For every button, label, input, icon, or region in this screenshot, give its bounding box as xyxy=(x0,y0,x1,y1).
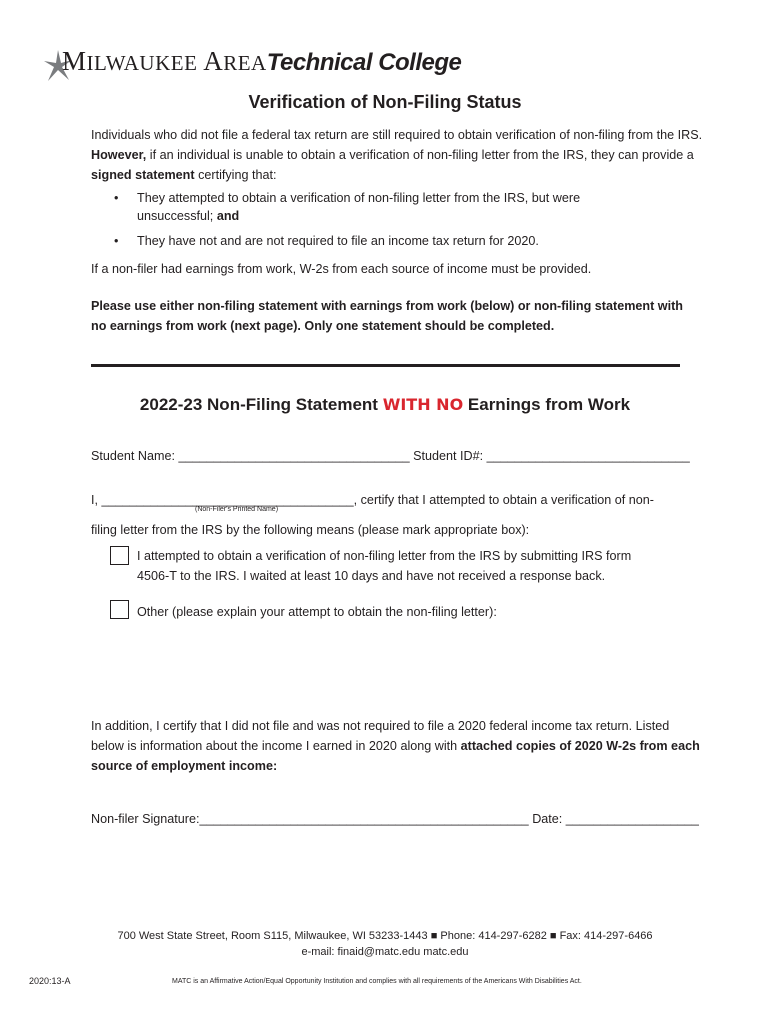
option-1-label: I attempted to obtain a verification of non-filing letter from the IRS by submitting IRS form 4506-T to the IRS. I waited at least 10 days and have not received a response back. xyxy=(137,549,632,583)
bullet-item-1: They attempted to obtain a verification of non-filing letter from the IRS, but were unsuccessful; and xyxy=(137,191,581,223)
however-bold: However, xyxy=(91,148,147,162)
intro-paragraph xyxy=(91,125,703,185)
printed-name-caption: (Non-Filer's Printed Name) xyxy=(195,506,279,513)
signature-line xyxy=(91,809,699,829)
certify-line-2: filing letter from the IRS by the following means (please mark appropriate box): xyxy=(91,523,530,537)
with-no-highlight: WITH NO xyxy=(382,395,464,414)
footer-address: 700 West State Street, Room S115, Milwaukee, WI 53233-1443 ■ Phone: 414-297-6282 ■ Fax: 414-297-6466 xyxy=(117,930,653,942)
option-2-label: Other (please explain your attempt to obtain the non-filing letter): xyxy=(137,605,497,619)
income-paragraph: In addition, I certify that I did not file and was not required to file a 2020 federal income tax return. Listed below is information about the income I earned in 2020 along with attached copies of 2020 W-2s from each source of employment income: xyxy=(91,719,700,773)
eeo-statement: MATC is an Affirmative Action/Equal Opportunity Institution and complies with all requirements of the Americans With Disabilities Act. xyxy=(172,978,582,985)
student-id-field[interactable]: Student ID#: _____________________________ xyxy=(409,449,690,463)
student-info-line xyxy=(91,446,690,466)
printed-name-field[interactable]: I, ____________________________________, certify that I attempted to obtain a verification of non- xyxy=(91,493,654,507)
bullet-marker-1: • xyxy=(114,191,119,205)
intro-line-1: Individuals who did not file a federal tax return are still required to obtain verification of non-filing from the IRS. xyxy=(91,128,703,142)
bullet-item-2: They have not and are not required to file an income tax return for 2020. xyxy=(137,234,539,248)
section-heading: 2022-23 Non-Filing Statement WITH NO Earnings from Work xyxy=(139,395,631,414)
page-title: Verification of Non-Filing Status xyxy=(248,92,522,112)
section-divider xyxy=(91,364,680,367)
signed-statement-bold: signed statement xyxy=(91,168,195,182)
logo-wordmark: MILWAUKEE AREATechnical College xyxy=(62,46,462,76)
option-2-checkbox[interactable] xyxy=(110,600,129,619)
option-1-checkbox[interactable] xyxy=(110,546,129,565)
intro-line-2: if an individual is unable to obtain a verification of non-filing letter from the IRS, they can provide a xyxy=(146,148,694,162)
form-code: 2020:13-A xyxy=(29,976,71,986)
date-field[interactable]: Date: ___________________ xyxy=(528,812,699,826)
intro-line-3: certifying that: xyxy=(194,168,277,182)
bullet-marker-2: • xyxy=(114,234,119,248)
instruction: Please use either non-filing statement with earnings from work (below) or non-filing statement with no earnings from work (next page). Only one statement should be completed. xyxy=(91,299,683,333)
earnings-note: If a non-filer had earnings from work, W-2s from each source of income must be provided. xyxy=(91,262,592,276)
college-logo xyxy=(42,44,462,88)
student-name-field[interactable]: Student Name: _________________________________ xyxy=(91,449,410,463)
footer-contact: e-mail: finaid@matc.edu matc.edu xyxy=(301,946,469,958)
signature-field[interactable]: Non-filer Signature:_______________________________________________ xyxy=(91,812,529,826)
